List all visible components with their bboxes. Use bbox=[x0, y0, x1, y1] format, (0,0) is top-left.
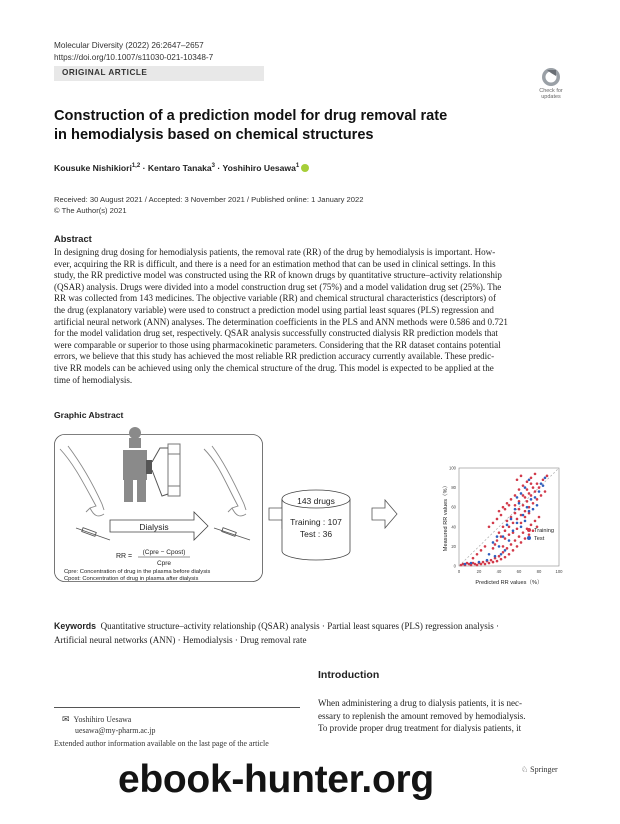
training-point bbox=[534, 473, 537, 476]
abstract-line: ever, acquiring the RR is difficult, and there is a need for an estimation method that can be used in clinical settings. In this bbox=[54, 258, 496, 269]
check-updates-icon bbox=[536, 67, 566, 101]
check-badge-line2: updates bbox=[541, 94, 561, 100]
training-point bbox=[522, 484, 525, 487]
training-point bbox=[510, 543, 513, 546]
author-name[interactable]: Kousuke Nishikiori bbox=[54, 163, 132, 173]
training-count-label: Training : 107 bbox=[290, 517, 342, 527]
training-point bbox=[536, 498, 539, 501]
test-point bbox=[520, 526, 523, 529]
training-point bbox=[488, 562, 491, 565]
abstract-line: study, the RR predictive model was constructed using the RR of known drugs by quantitative structure–activity relationship bbox=[54, 270, 502, 281]
abstract-line: In designing drug dosing for hemodialysis patients, the removal rate (RR) of the drug by hemodialysis is important. How- bbox=[54, 247, 496, 257]
test-point bbox=[524, 486, 527, 489]
training-point bbox=[544, 490, 547, 493]
legend-marker-training bbox=[527, 528, 531, 532]
training-point bbox=[518, 508, 521, 511]
test-point bbox=[506, 524, 509, 527]
check-for-updates-badge[interactable] bbox=[536, 67, 566, 101]
training-point bbox=[498, 531, 501, 534]
check-badge-line1: Check for bbox=[539, 88, 563, 94]
x-axis-label: Predicted RR values（%） bbox=[475, 580, 543, 586]
test-point bbox=[492, 541, 495, 544]
training-point bbox=[484, 563, 487, 566]
y-tick-label: 0 bbox=[453, 563, 456, 569]
test-point bbox=[500, 553, 503, 556]
introduction-line: To provide proper drug treatment for dialysis patients, it bbox=[318, 723, 522, 734]
publisher-name: Springer bbox=[530, 765, 558, 774]
x-tick-label: 80 bbox=[536, 569, 542, 574]
drug-count-label: 143 drugs bbox=[297, 496, 335, 506]
training-point bbox=[514, 512, 517, 515]
y-tick-label: 100 bbox=[449, 465, 456, 471]
test-point bbox=[514, 508, 517, 511]
training-point bbox=[498, 555, 501, 558]
training-point bbox=[538, 516, 541, 519]
training-point bbox=[506, 502, 509, 505]
cpost-note: Cpost: Concentration of drug in plasma after dialysis bbox=[64, 576, 199, 582]
test-point bbox=[508, 539, 511, 542]
title-line-2: in hemodialysis based on chemical structures bbox=[54, 127, 374, 143]
author-affiliation: 1,2 bbox=[131, 163, 141, 170]
training-point bbox=[480, 563, 483, 566]
y-tick-label: 80 bbox=[451, 485, 456, 491]
dialysis-label: Dialysis bbox=[139, 522, 169, 532]
training-point bbox=[508, 533, 511, 536]
training-point bbox=[496, 560, 499, 563]
y-tick-label: 20 bbox=[451, 543, 456, 549]
journal-citation: Molecular Diversity (2022) 26:2647–2657 bbox=[54, 41, 204, 50]
training-point bbox=[480, 549, 483, 552]
test-count-label: Test : 36 bbox=[299, 529, 333, 539]
training-point bbox=[504, 537, 507, 540]
training-point bbox=[520, 541, 523, 544]
training-point bbox=[538, 486, 541, 489]
test-point bbox=[470, 562, 473, 565]
training-point bbox=[524, 537, 527, 540]
test-point bbox=[526, 506, 529, 509]
test-point bbox=[516, 522, 519, 525]
training-point bbox=[504, 508, 507, 511]
test-point bbox=[528, 510, 531, 513]
training-point bbox=[498, 510, 501, 513]
legend-label-training: Training bbox=[534, 528, 555, 534]
test-point bbox=[520, 492, 523, 495]
test-point bbox=[540, 482, 543, 485]
training-point bbox=[502, 551, 505, 554]
training-point bbox=[518, 488, 521, 491]
training-point bbox=[540, 494, 543, 497]
training-point bbox=[530, 482, 533, 485]
training-point bbox=[522, 494, 525, 497]
training-point bbox=[522, 504, 525, 507]
training-point bbox=[476, 553, 479, 556]
test-point bbox=[528, 478, 531, 481]
training-point bbox=[490, 559, 493, 562]
abstract-line: artificial neural network (ANN) analyses. The determination coefficients in the PLS and ANN methods were 0.586 and 0.721 bbox=[54, 316, 508, 327]
x-tick-label: 60 bbox=[516, 569, 522, 574]
formula-lhs: RR = bbox=[116, 553, 133, 560]
graphic-abstract-heading: Graphic Abstract bbox=[54, 410, 124, 420]
abstract-line: time of hemodialysis. bbox=[54, 374, 133, 385]
training-point bbox=[496, 539, 499, 542]
training-point bbox=[504, 529, 507, 532]
test-point bbox=[518, 502, 521, 505]
test-point bbox=[524, 520, 527, 523]
author-affiliation: 3 bbox=[211, 163, 216, 170]
training-point bbox=[508, 504, 511, 507]
training-point bbox=[492, 522, 495, 525]
training-point bbox=[512, 549, 515, 552]
test-point bbox=[504, 549, 507, 552]
author-separator: · bbox=[140, 163, 148, 173]
author-affiliation: 1 bbox=[295, 163, 300, 170]
title-line-1: Construction of a prediction model for drug removal rate bbox=[54, 108, 448, 124]
abstract-line: were comparable or superior to those using pharmacokinetic parameters. Considering that the RR dataset contains potential bbox=[54, 339, 501, 350]
training-point bbox=[472, 557, 475, 560]
test-point bbox=[544, 477, 547, 480]
test-point bbox=[496, 535, 499, 538]
flow-arrow-2 bbox=[372, 500, 397, 528]
abstract-heading: Abstract bbox=[54, 234, 92, 244]
training-point bbox=[500, 558, 503, 561]
graphic-abstract-figure bbox=[54, 424, 569, 604]
article-dates bbox=[54, 195, 363, 216]
author-name[interactable]: Kentaro Tanaka bbox=[147, 163, 212, 173]
article-type-label: ORIGINAL ARTICLE bbox=[62, 68, 148, 77]
abstract-line: errors, we believe that this study has achieved the most reliable RR prediction accuracy currently available. These predic- bbox=[54, 351, 495, 362]
extended-author-info: Extended author information available on the last page of the article bbox=[54, 739, 269, 748]
doi-link[interactable]: https://doi.org/10.1007/s11030-021-10348-7 bbox=[54, 52, 214, 62]
formula-numerator: (Cpre − Cpost) bbox=[142, 549, 186, 556]
abstract-line: for the model validation drug set, respectively. QSAR analysis successfully constructed dialysis RR prediction models that bbox=[54, 328, 498, 339]
legend-label-test: Test bbox=[534, 536, 545, 542]
test-point bbox=[512, 529, 515, 532]
introduction-line: essary to replenish the amount removed by hemodialysis. bbox=[318, 710, 526, 721]
training-point bbox=[530, 494, 533, 497]
training-point bbox=[528, 492, 531, 495]
test-point bbox=[488, 553, 491, 556]
training-point bbox=[546, 475, 549, 478]
training-point bbox=[510, 498, 513, 501]
test-point bbox=[464, 563, 467, 566]
formula-denominator: Cpre bbox=[156, 560, 172, 567]
test-point bbox=[502, 535, 505, 538]
training-point bbox=[502, 526, 505, 529]
training-point bbox=[534, 490, 537, 493]
training-point bbox=[500, 514, 503, 517]
copyright-line: © The Author(s) 2021 bbox=[54, 205, 127, 215]
x-tick-label: 100 bbox=[555, 569, 563, 574]
training-point bbox=[514, 494, 517, 497]
training-point bbox=[488, 526, 491, 529]
journal-header bbox=[54, 40, 213, 63]
training-point bbox=[516, 518, 519, 521]
training-point bbox=[482, 561, 485, 564]
correspondence-name: Yoshihiro Uesawa bbox=[73, 715, 132, 724]
training-point bbox=[502, 545, 505, 548]
training-point bbox=[506, 547, 509, 550]
training-point bbox=[496, 518, 499, 521]
keywords-label: Keywords bbox=[54, 621, 97, 631]
training-point bbox=[516, 527, 519, 530]
test-point bbox=[522, 514, 525, 517]
training-point bbox=[532, 502, 535, 505]
article-title bbox=[54, 107, 494, 145]
abstract-line: the drug (explanatory variable) were used to construct a prediction model using partial least squares (PLS) regression and bbox=[54, 304, 494, 315]
test-point bbox=[536, 504, 539, 507]
training-point bbox=[508, 553, 511, 556]
training-point bbox=[536, 482, 539, 485]
test-point bbox=[538, 490, 541, 493]
test-point bbox=[498, 545, 501, 548]
abstract-line: (QSAR) analysis. Drugs were divided into a model construction drug set (75%) and a model validation drug set (25%). The bbox=[54, 281, 502, 292]
abstract-body bbox=[54, 247, 566, 386]
introduction-line: When administering a drug to dialysis patients, it is nec- bbox=[318, 698, 523, 708]
training-point bbox=[528, 533, 531, 536]
legend-marker-test bbox=[527, 536, 531, 540]
test-point bbox=[534, 496, 537, 499]
training-point bbox=[522, 531, 525, 534]
training-point bbox=[542, 478, 545, 481]
correspondence-block bbox=[62, 714, 155, 736]
correspondence-email[interactable]: uesawa@my-pharm.ac.jp bbox=[75, 726, 156, 735]
test-point bbox=[530, 498, 533, 501]
training-point bbox=[506, 520, 509, 523]
training-point bbox=[508, 526, 511, 529]
training-point bbox=[534, 520, 537, 523]
training-point bbox=[520, 475, 523, 478]
author-name[interactable]: Yoshihiro Uesawa bbox=[222, 163, 296, 173]
test-point bbox=[516, 496, 519, 499]
y-tick-label: 40 bbox=[451, 524, 456, 530]
training-point bbox=[524, 496, 527, 499]
test-point bbox=[478, 561, 481, 564]
training-point bbox=[524, 516, 527, 519]
training-point bbox=[530, 477, 533, 480]
test-point bbox=[532, 508, 535, 511]
training-point bbox=[492, 561, 495, 564]
training-point bbox=[520, 522, 523, 525]
training-point bbox=[512, 522, 515, 525]
training-point bbox=[526, 488, 529, 491]
introduction-body bbox=[318, 697, 567, 735]
publisher-logo[interactable] bbox=[521, 765, 558, 774]
test-point bbox=[510, 518, 513, 521]
training-point bbox=[502, 506, 505, 509]
cpre-note: Cpre: Concentration of drug in the plasma before dialysis bbox=[64, 569, 211, 575]
training-point bbox=[514, 504, 517, 507]
test-point bbox=[486, 559, 489, 562]
training-point bbox=[518, 535, 521, 538]
training-point bbox=[484, 545, 487, 548]
abstract-line: tive RR models can be achieved using only the chemical structure of the drug. This model is expected to be applied at the bbox=[54, 362, 494, 373]
keywords-line-1: Quantitative structure–activity relationship (QSAR) analysis · Partial least squares (PLS) regression analysis · bbox=[100, 621, 500, 631]
x-tick-label: 0 bbox=[457, 569, 461, 574]
training-point bbox=[526, 480, 529, 483]
footnote-divider bbox=[54, 707, 300, 708]
envelope-icon: ✉ bbox=[62, 714, 70, 724]
keywords-block bbox=[54, 619, 566, 647]
abstract-line: RR was collected from 143 medicines. The objective variable (RR) and chemical structural characteristics (descriptors) of bbox=[54, 293, 496, 304]
x-tick-label: 20 bbox=[476, 569, 482, 574]
training-point bbox=[514, 539, 517, 542]
training-point bbox=[492, 547, 495, 550]
rr-scatter-chart bbox=[442, 466, 563, 587]
training-point bbox=[476, 564, 479, 567]
training-point bbox=[504, 556, 507, 559]
training-point bbox=[526, 500, 529, 503]
training-point bbox=[516, 545, 519, 548]
springer-horse-icon: ♘ bbox=[521, 765, 529, 774]
x-tick-label: 40 bbox=[496, 569, 502, 574]
training-point bbox=[530, 524, 533, 527]
training-point bbox=[494, 543, 497, 546]
training-point bbox=[524, 510, 527, 513]
training-point bbox=[516, 478, 519, 481]
author-separator: · bbox=[215, 163, 223, 173]
watermark: ebook-hunter.org bbox=[118, 758, 434, 801]
orcid-icon[interactable] bbox=[301, 164, 309, 172]
y-tick-label: 60 bbox=[451, 504, 456, 510]
y-axis-label: Measured RR values（%） bbox=[443, 482, 449, 552]
training-point bbox=[532, 486, 535, 489]
keywords-line-2: Artificial neural networks (ANN) · Hemodialysis · Drug removal rate bbox=[54, 635, 307, 645]
test-point bbox=[494, 555, 497, 558]
history-dates: Received: 30 August 2021 / Accepted: 3 November 2021 / Published online: 1 January 2022 bbox=[54, 195, 364, 204]
author-list bbox=[54, 163, 309, 173]
introduction-heading: Introduction bbox=[318, 669, 380, 681]
test-point bbox=[542, 484, 545, 487]
